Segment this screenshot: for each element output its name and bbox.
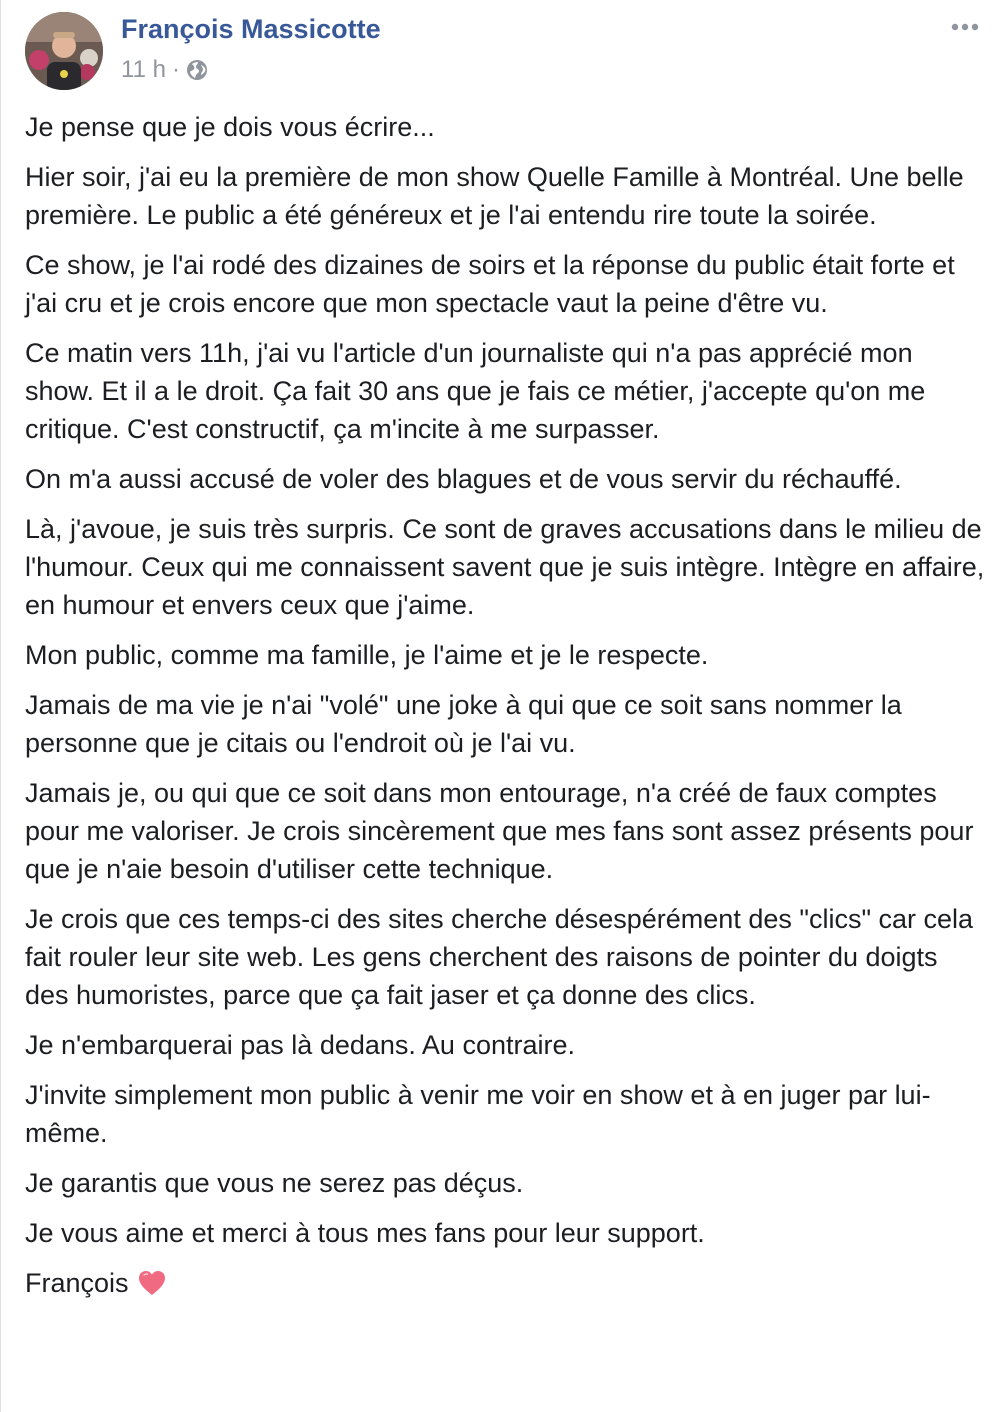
post-paragraph: Je crois que ces temps-ci des sites cherche désespérément des "clics" car cela fait rouler leur site web. Les gens cherchent des raisons de pointer du doigts des humoristes, parce que ça fait jaser et ça donne des clics. — [25, 904, 974, 1010]
post-paragraph: Hier soir, j'ai eu la première de mon show Quelle Famille à Montréal. Une belle première. Le public a été généreux et je l'ai entendu rire toute la soirée. — [25, 162, 964, 230]
post-paragraph: Je vous aime et merci à tous mes fans pour leur support. — [25, 1218, 705, 1248]
globe-icon[interactable] — [186, 59, 208, 81]
post-timestamp[interactable]: 11 h — [121, 56, 166, 83]
post-paragraph: Jamais de ma vie je n'ai "volé" une joke à qui que ce soit sans nommer la personne que je citais ou l'endroit où je l'ai vu. — [25, 690, 902, 758]
more-horizontal-icon[interactable] — [951, 16, 979, 38]
post-signature — [25, 1264, 985, 1302]
post-paragraph: Jamais je, ou qui que ce soit dans mon entourage, n'a créé de faux comptes pour me valoriser. Je crois sincèrement que mes fans sont assez présents pour que je n'aie besoin d'utiliser cette technique. — [25, 778, 974, 884]
post-paragraph: Ce matin vers 11h, j'ai vu l'article d'un journaliste qui n'a pas apprécié mon show. Et il a le droit. Ça fait 30 ans que je fais ce métier, j'accepte qu'on me critique. C'est constructif, ça m'incite à me surpasser. — [25, 338, 926, 444]
post-paragraph: Là, j'avoue, je suis très surpris. Ce sont de graves accusations dans le milieu de l'humour. Ceux qui me connaissent savent que je suis intègre. Intègre en affaire, en humour et envers ceux que j'aime. — [25, 514, 985, 620]
author-name[interactable]: François Massicotte — [121, 14, 381, 44]
post-paragraph: J'invite simplement mon public à venir me voir en show et à en juger par lui-même. — [25, 1080, 931, 1148]
signature-text: François — [25, 1268, 129, 1298]
post-paragraph: On m'a aussi accusé de voler des blagues et de vous servir du réchauffé. — [25, 464, 902, 494]
post-header — [1, 0, 1004, 100]
meta-separator: · — [171, 56, 180, 83]
post-paragraph: Je pense que je dois vous écrire... — [25, 112, 435, 142]
post-paragraph: Je garantis que vous ne serez pas déçus. — [25, 1168, 524, 1198]
post-paragraph: Mon public, comme ma famille, je l'aime et je le respecte. — [25, 640, 709, 670]
post-meta — [121, 56, 208, 84]
post-paragraph: Ce show, je l'ai rodé des dizaines de soirs et la réponse du public était forte et j'ai cru et je crois encore que mon spectacle vaut la peine d'être vu. — [25, 250, 955, 318]
post-body — [25, 108, 985, 1314]
post-paragraph: Je n'embarquerai pas là dedans. Au contraire. — [25, 1030, 575, 1060]
avatar[interactable] — [25, 12, 103, 90]
heart-icon — [137, 1269, 167, 1297]
